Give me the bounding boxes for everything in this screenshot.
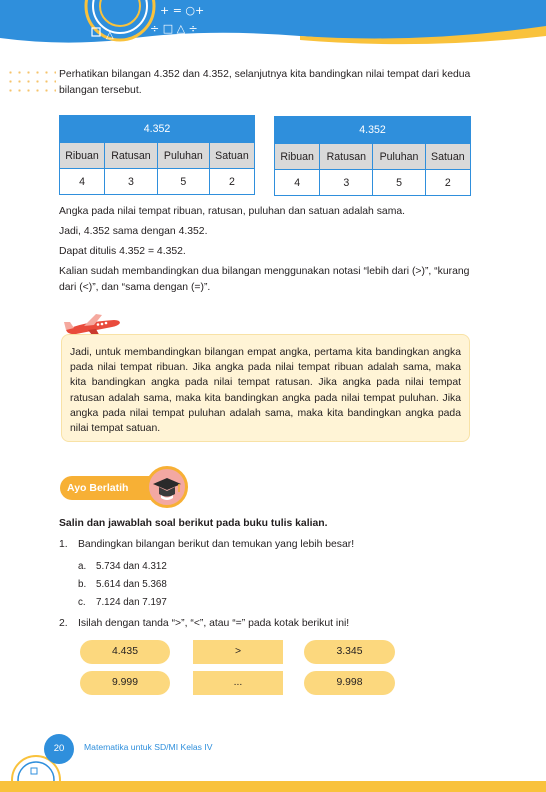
paragraph-same-digits: Angka pada nilai tempat ribuan, ratusan, puluhan dan satuan adalah sama. (59, 206, 406, 217)
table-value-cell: 3 (320, 170, 373, 196)
table-header-cell: Ratusan (105, 143, 158, 169)
svg-text:÷ □ △ ÷: ÷ □ △ ÷ (150, 22, 198, 35)
svg-text:+ = ○+: + = ○+ (160, 4, 205, 17)
table-value-cell: 3 (105, 169, 158, 195)
list-item: 5.614 dan 5.368 (96, 579, 167, 590)
list-item: 7.124 dan 7.197 (96, 597, 167, 608)
paragraph-written: Dapat ditulis 4.352 = 4.352. (59, 246, 186, 257)
summary-box: Jadi, untuk membandingkan bilangan empat angka, pertama kita bandingkan angka pada nilai tempat ribuan. Jika angka pada nilai tempat ribuan adalah sama, maka kita bandingkan angka pada nilai tempat ratusan. Jika angka pada nilai tempat ratusan adalah sama, maka kita bandingkan angka pada nilai tempat puluhan. Jika angka pada nilai tempat puluhan adalah sama, maka kita bandingkan angka pada nilai tempat satuan. (61, 334, 470, 442)
table-title: 4.352 (275, 117, 471, 144)
compare-sign-box: > (193, 640, 283, 664)
paragraph-notation: Kalian sudah membandingkan dua bilangan menggunakan notasi “lebih dari (>)”, “kurang dari (<)”, dan “sama dengan (=)”. (59, 266, 470, 293)
compare-left-value: 4.435 (80, 640, 170, 664)
page-number: 20 (44, 734, 74, 764)
table-value-cell: 5 (157, 169, 209, 195)
place-value-table-left (59, 115, 255, 195)
table-header-cell: Puluhan (373, 144, 425, 170)
question-number: 1. (59, 539, 68, 550)
table-header-cell: Ribuan (275, 144, 320, 170)
practice-badge: Ayo Berlatih (60, 476, 164, 500)
question-number: 2. (59, 618, 68, 629)
footer-book-title: Matematika untuk SD/MI Kelas IV (84, 742, 213, 752)
list-item: 5.734 dan 4.312 (96, 561, 167, 572)
place-value-table-right (274, 116, 471, 196)
table-title: 4.352 (60, 116, 255, 143)
table-header-cell: Ribuan (60, 143, 105, 169)
paragraph-equal: Jadi, 4.352 sama dengan 4.352. (59, 226, 208, 237)
table-value-cell: 4 (60, 169, 105, 195)
table-value-cell: 4 (275, 170, 320, 196)
list-item-label: a. (78, 561, 87, 572)
graduation-cap-icon (146, 466, 188, 508)
intro-text: Perhatikan bilangan 4.352 dan 4.352, selanjutnya kita bandingkan nilai tempat dari kedua bilangan tersebut. (59, 69, 471, 96)
list-item-label: b. (78, 579, 87, 590)
compare-sign-box: ... (193, 671, 283, 695)
table-header-cell: Satuan (209, 143, 254, 169)
table-header-cell: Puluhan (157, 143, 209, 169)
table-value-cell: 2 (209, 169, 254, 195)
table-value-cell: 2 (425, 170, 470, 196)
svg-text:△: △ (106, 30, 114, 41)
compare-right-value: 3.345 (304, 640, 395, 664)
question-2: Isilah dengan tanda “>”, “<”, atau “=” pada kotak berikut ini! (78, 618, 350, 629)
header-decoration (0, 0, 546, 46)
list-item-label: c. (78, 597, 86, 608)
table-header-cell: Ratusan (320, 144, 373, 170)
question-1: Bandingkan bilangan berikut dan temukan yang lebih besar! (78, 539, 355, 550)
compare-left-value: 9.999 (80, 671, 170, 695)
table-value-cell: 5 (373, 170, 425, 196)
compare-right-value: 9.998 (304, 671, 395, 695)
practice-instruction: Salin dan jawablah soal berikut pada buku tulis kalian. (59, 518, 328, 529)
decorative-dots (6, 68, 56, 96)
footer-band (0, 781, 546, 792)
table-header-cell: Satuan (425, 144, 470, 170)
